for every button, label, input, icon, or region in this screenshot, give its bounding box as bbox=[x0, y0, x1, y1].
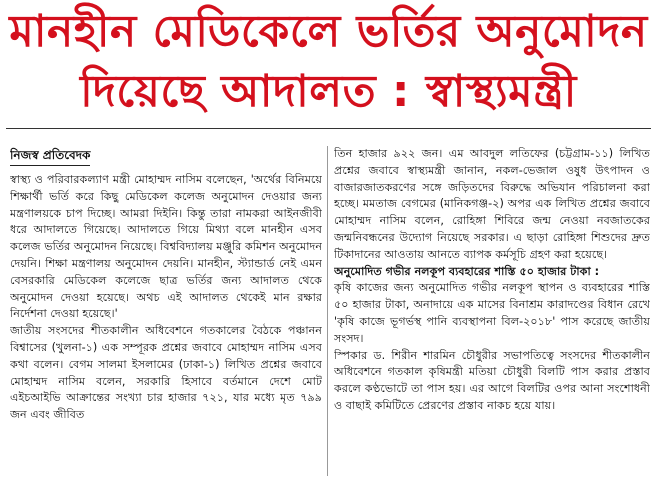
byline: নিজস্ব প্রতিবেদক bbox=[10, 146, 90, 166]
headline-line-1: মানহীন মেডিকেলে ভর্তির অনুমোদন bbox=[9, 6, 648, 57]
article-paragraph: স্বাস্থ্য ও পরিবারকল্যাণ মন্ত্রী মোহাম্মদ নাসিম বলেছেন, 'অর্থের বিনিময়ে শিক্ষার্থী ভর্তি করে কিছু মেডিকেল কলেজ অনুমোদন দেওয়ার জন্য মন্ত্রণালয়কে চাপ দিচ্ছে। আমরা দিইনি। কিন্তু তারা নামকরা আইনজীবী ধরে আদালতে গিয়েছে। আদালতে গিয়ে মিথ্যা বলে মানহীন এসব কলেজ ভর্তির অনুমোদন নিয়েছে। বিশ্ববিদ্যালয় মঞ্জুরি কমিশন অনুমোদন দেয়নি। শিক্ষা মন্ত্রণালয় অনুমোদন দেয়নি। মানহীন, স্ট্যান্ডার্ড নেই এমন বেসরকারি মেডিকেল কলেজে ছাত্র ভর্তির জন্য আদালত থেকে অনুমোদন দেওয়া হয়েছে। অথচ এই আদালত থেকেই মান রক্ষার নির্দেশনা দেওয়া হয়েছে।' bbox=[10, 173, 322, 321]
article-column-left bbox=[10, 146, 322, 478]
column-divider bbox=[327, 146, 328, 476]
article-subheading: অনুমোদিত গভীর নলকূপ ব্যবহারের শাস্তি ৫০ হাজার টাকা : bbox=[334, 264, 600, 278]
headline-divider bbox=[6, 128, 651, 129]
article-column-right bbox=[334, 146, 650, 478]
article-paragraph: জাতীয় সংসদের শীতকালীন অধিবেশনে গতকালের বৈঠকে পঞ্চানন বিশ্বাসের (খুলনা-১) এক সম্পূরক প্রশ্নের জবাবে মোহাম্মদ নাসিম এসব কথা বলেন। বেগম সালমা ইসলামের (ঢাকা-১) লিখিত প্রশ্নের জবাবে মোহাম্মদ নাসিম বলেন, সরকারি হিসাবে বর্তমানে দেশে মোট এইচআইভি আক্রান্তের সংখ্যা চার হাজার ৭২১, যার মধ্যে মৃত ৭৯৯ জন এবং জীবিত bbox=[10, 324, 322, 422]
article-paragraph: স্পিকার ড. শিরীন শারমিন চৌধুরীর সভাপতিত্বে সংসদের শীতকালীন অধিবেশনে গতকাল কৃষিমন্ত্রী মতিয়া চৌধুরী বিলটি পাস করার প্রস্তাব করলে কণ্ঠভোটে তা পাস হয়। এর আগে বিলটির ওপর আনা সংশোধনী ও বাছাই কমিটিতে প্রেরণের প্রস্তাব নাকচ হয়ে যায়। bbox=[334, 348, 650, 412]
headline-line-2: দিয়েছে আদালত : স্বাস্থ্যমন্ত্রী bbox=[80, 66, 577, 117]
article-paragraph: কৃষি কাজের জন্য অনুমোদিত গভীর নলকূপ স্থাপন ও ব্যবহারের শাস্তি ৫০ হাজার টাকা, অনাদায়ে এক মাসের বিনাশ্রম কারাদণ্ডের বিধান রেখে 'কৃষি কাজে ভূগর্ভস্থ পানি ব্যবস্থাপনা বিল-২০১৮' পাস করেছে জাতীয় সংসদ। bbox=[334, 281, 650, 345]
article-paragraph: তিন হাজার ৯২২ জন। এম আবদুল লতিফের (চট্টগ্রাম-১১) লিখিত প্রশ্নের জবাবে স্বাস্থ্যমন্ত্রী জানান, নকল-ভেজাল ওষুধ উৎপাদন ও বাজারজাতকরণের সঙ্গে জড়িতদের বিরুদ্ধে অভিযান পরিচালনা করা হচ্ছে। মমতাজ বেগমের (মানিকগঞ্জ-২) অপর এক লিখিত প্রশ্নের জবাবে মোহাম্মদ নাসিম বলেন, রোহিঙ্গা শিবিরে জন্ম নেওয়া নবজাতকের জন্মনিবন্ধনের উদ্যোগ নিয়েছে সরকার। এ ছাড়া রোহিঙ্গা শিশুদের দ্রুত টিকাদানের আওতায় আনতে ব্যাপক কর্মসূচি গ্রহণ করা হয়েছে। bbox=[334, 147, 650, 261]
